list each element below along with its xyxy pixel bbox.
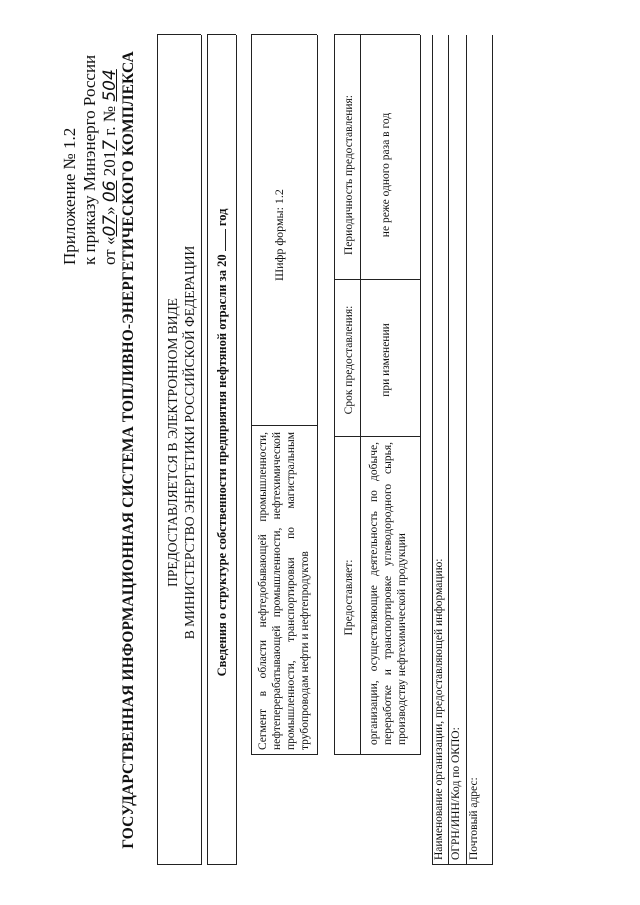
appendix-order-ref: к приказу Минэнерго России	[80, 54, 99, 265]
box3-left-border	[251, 754, 317, 755]
handwritten-order-number: 504	[100, 69, 120, 102]
org-name-label: Наименование организации, предоставляющей информацию:	[433, 558, 445, 860]
table-header-separator	[360, 35, 361, 755]
table-left-border	[334, 754, 420, 755]
submitted-notice	[164, 40, 198, 845]
box1-bottom-border	[201, 35, 202, 865]
footer-left-border	[432, 864, 492, 865]
table-divider-1	[334, 436, 420, 437]
subject-text: Сведения о структуре собственности предприятия нефтяной отрасли за 20	[215, 254, 229, 677]
table-bottom-border	[420, 35, 421, 755]
appendix-block	[60, 5, 120, 265]
form-code: Шифр формы: 1.2	[272, 189, 286, 281]
appendix-order-date	[100, 5, 120, 265]
submitted-line-2: В МИНИСТЕРСТВО ЭНЕРГЕТИКИ РОССИЙСКОЙ ФЕДЕРАЦИИ	[182, 245, 197, 640]
box3-bottom-border	[317, 35, 318, 755]
form-subject	[214, 40, 230, 845]
appendix-number: Приложение № 1.2	[60, 127, 79, 265]
date-open-quote: от «	[100, 236, 119, 265]
box1-right-border	[157, 34, 201, 35]
order-number-label: г. №	[100, 101, 119, 140]
deadline-value: при изменении	[380, 323, 392, 397]
year-prefix: 201	[100, 150, 119, 181]
box3-top-border	[251, 35, 252, 755]
handwritten-year-digit: 7	[100, 139, 120, 151]
handwritten-day: 07	[100, 214, 120, 237]
date-close-quote: »	[100, 202, 119, 215]
box1-left-border	[157, 864, 201, 865]
presents-header: Предоставляет:	[343, 559, 355, 636]
box1-top-border	[157, 35, 158, 865]
table-top-border	[334, 35, 335, 755]
box2-left-border	[207, 864, 236, 865]
footer-row-2-separator	[466, 35, 467, 865]
box2-top-border	[207, 35, 208, 865]
box3-right-border	[251, 34, 317, 35]
ogrn-label: ОГРН/ИНН/Код по ОКПО:	[450, 727, 462, 860]
handwritten-month: 06	[100, 180, 120, 203]
footer-row-3-separator	[492, 35, 493, 865]
period-header: Периодичность предоставления:	[343, 95, 355, 255]
postal-address-label: Почтовый адрес:	[468, 777, 480, 860]
main-title: ГОСУДАРСТВЕННАЯ ИНФОРМАЦИОННАЯ СИСТЕМА ТОПЛИВНО-ЭНЕРГЕТИЧЕСКОГО КОМПЛЕКСА	[120, 51, 137, 849]
box3-divider	[251, 425, 317, 426]
subject-year-word: год	[215, 208, 229, 227]
year-blank-field	[214, 229, 226, 251]
box2-bottom-border	[236, 35, 237, 865]
submitted-line-1: ПРЕДОСТАВЛЯЕТСЯ В ЭЛЕКТРОННОМ ВИДЕ	[165, 298, 180, 587]
table-right-border	[334, 34, 420, 35]
footer-row-1-separator	[448, 35, 449, 865]
presents-value: организации, осуществляющие деятельность по добыче, переработке и транспортировке углеводородного сырья, производству нефтехимической продукции	[368, 442, 408, 745]
segment-description: Сегмент в области нефтедобывающей промышленности, нефтеперерабатывающей промышленности, нефтехимической промышленности, транспортировки по магистральным трубопроводам нефти и нефтепродуктов	[257, 432, 311, 750]
period-value: не реже одного раза в год	[380, 112, 392, 238]
deadline-header: Срок предоставления:	[343, 305, 355, 415]
box2-right-border	[207, 34, 236, 35]
